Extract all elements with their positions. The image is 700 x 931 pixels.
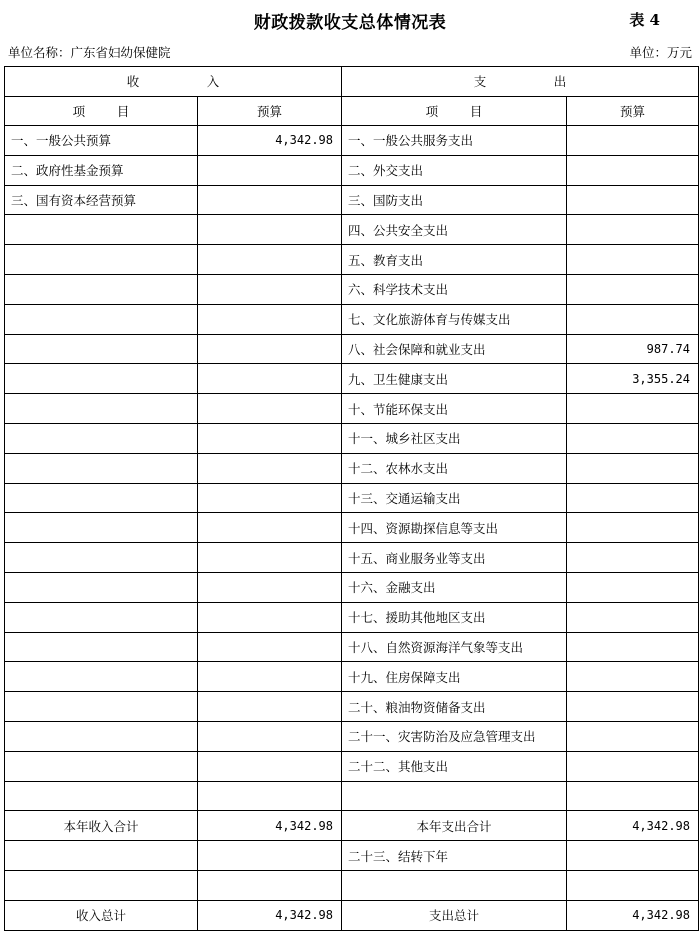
expense-item-cell: 五、教育支出	[342, 245, 567, 275]
section-header-row	[5, 67, 699, 97]
year-total-row	[5, 811, 699, 841]
expense-value-cell	[567, 692, 699, 722]
table-row	[5, 215, 699, 245]
income-value-cell	[198, 692, 342, 722]
income-item-cell	[5, 513, 198, 543]
table-row	[5, 423, 699, 453]
income-item-cell: 二、政府性基金预算	[5, 155, 198, 185]
income-value-cell	[198, 334, 342, 364]
income-value-cell	[198, 572, 342, 602]
income-item-cell	[5, 870, 198, 900]
expense-value-cell	[567, 185, 699, 215]
expense-value-cell	[567, 483, 699, 513]
table-row	[5, 721, 699, 751]
income-item-cell: 收入总计	[5, 900, 198, 930]
expense-value-cell	[567, 453, 699, 483]
income-value-cell	[198, 870, 342, 900]
expense-value-cell	[567, 274, 699, 304]
expense-value-cell	[567, 394, 699, 424]
expense-value-cell	[567, 245, 699, 275]
grand-total-row	[5, 900, 699, 930]
income-value-cell	[198, 513, 342, 543]
income-value-cell	[198, 453, 342, 483]
income-value-cell	[198, 304, 342, 334]
income-value-cell: 4,342.98	[198, 126, 342, 156]
expense-value-cell	[567, 126, 699, 156]
expense-value-cell	[567, 870, 699, 900]
table-row	[5, 394, 699, 424]
unit-label: 单位：万元	[629, 45, 692, 60]
income-value-cell	[198, 632, 342, 662]
expense-item-cell: 二十三、结转下年	[342, 841, 567, 871]
expense-item-cell: 八、社会保障和就业支出	[342, 334, 567, 364]
income-item-cell	[5, 632, 198, 662]
income-item-cell: 一、一般公共预算	[5, 126, 198, 156]
income-value-cell	[198, 274, 342, 304]
table-row	[5, 513, 699, 543]
expense-item-cell: 十五、商业服务业等支出	[342, 543, 567, 573]
expense-item-cell: 十六、金融支出	[342, 572, 567, 602]
income-value-cell: 4,342.98	[198, 900, 342, 930]
income-item-cell	[5, 334, 198, 364]
income-value-cell	[198, 751, 342, 781]
expense-value-cell	[567, 602, 699, 632]
expense-value-cell	[567, 423, 699, 453]
column-header-row	[5, 96, 699, 126]
page-title: 财政拨款收支总体情况表	[253, 13, 447, 33]
expense-item-cell	[342, 781, 567, 811]
expense-value-cell: 987.74	[567, 334, 699, 364]
expense-value-cell	[567, 513, 699, 543]
income-value-cell	[198, 662, 342, 692]
expense-value-cell: 3,355.24	[567, 364, 699, 394]
expense-item-cell: 十七、援助其他地区支出	[342, 602, 567, 632]
expense-item-header: 项 目	[342, 96, 567, 126]
expense-item-cell: 二、外交支出	[342, 155, 567, 185]
expense-item-cell: 十一、城乡社区支出	[342, 423, 567, 453]
expense-item-cell: 二十二、其他支出	[342, 751, 567, 781]
income-item-cell	[5, 543, 198, 573]
income-item-cell	[5, 274, 198, 304]
income-header: 收 入	[5, 67, 342, 97]
expense-item-cell: 九、卫生健康支出	[342, 364, 567, 394]
income-value-cell	[198, 215, 342, 245]
table-row	[5, 245, 699, 275]
expense-value-cell	[567, 304, 699, 334]
table-row	[5, 364, 699, 394]
expense-item-cell: 十二、农林水支出	[342, 453, 567, 483]
income-item-cell	[5, 483, 198, 513]
expense-item-cell: 六、科学技术支出	[342, 274, 567, 304]
income-value-cell	[198, 185, 342, 215]
income-item-header: 项 目	[5, 96, 198, 126]
expense-item-cell: 二十、粮油物资储备支出	[342, 692, 567, 722]
table-row	[5, 304, 699, 334]
expense-item-cell: 十九、住房保障支出	[342, 662, 567, 692]
table-row	[5, 841, 699, 871]
income-value-cell	[198, 483, 342, 513]
expense-item-cell: 支出总计	[342, 900, 567, 930]
expense-item-cell: 十四、资源勘探信息等支出	[342, 513, 567, 543]
table-row	[5, 572, 699, 602]
unit-name: 单位名称：广东省妇幼保健院	[8, 45, 171, 60]
income-value-cell	[198, 602, 342, 632]
income-value-cell	[198, 543, 342, 573]
income-item-cell	[5, 841, 198, 871]
income-item-cell	[5, 245, 198, 275]
expense-value-cell	[567, 721, 699, 751]
table-row	[5, 781, 699, 811]
table-row	[5, 870, 699, 900]
table-row	[5, 334, 699, 364]
income-item-cell	[5, 692, 198, 722]
expense-value-cell	[567, 155, 699, 185]
expense-value-cell	[567, 781, 699, 811]
table-row	[5, 155, 699, 185]
income-item-cell: 三、国有资本经营预算	[5, 185, 198, 215]
expense-value-cell: 4,342.98	[567, 811, 699, 841]
income-item-cell: 本年收入合计	[5, 811, 198, 841]
expense-item-cell: 本年支出合计	[342, 811, 567, 841]
income-value-cell	[198, 721, 342, 751]
income-item-cell	[5, 662, 198, 692]
table-row	[5, 692, 699, 722]
expense-item-cell: 十三、交通运输支出	[342, 483, 567, 513]
expense-value-cell	[567, 662, 699, 692]
income-item-cell	[5, 721, 198, 751]
income-value-cell	[198, 364, 342, 394]
income-value-cell	[198, 245, 342, 275]
expense-value-cell: 4,342.98	[567, 900, 699, 930]
table-row	[5, 602, 699, 632]
income-item-cell	[5, 781, 198, 811]
table-row	[5, 274, 699, 304]
expense-item-cell: 二十一、灾害防治及应急管理支出	[342, 721, 567, 751]
income-value-cell	[198, 781, 342, 811]
table-row	[5, 543, 699, 573]
income-item-cell	[5, 453, 198, 483]
expense-item-cell: 一、一般公共服务支出	[342, 126, 567, 156]
income-item-cell	[5, 364, 198, 394]
income-item-cell	[5, 394, 198, 424]
table-row	[5, 126, 699, 156]
table-row	[5, 662, 699, 692]
expense-item-cell	[342, 870, 567, 900]
table-row	[5, 453, 699, 483]
income-item-cell	[5, 423, 198, 453]
table-row	[5, 185, 699, 215]
expense-item-cell: 十八、自然资源海洋气象等支出	[342, 632, 567, 662]
expense-value-cell	[567, 841, 699, 871]
income-item-cell	[5, 215, 198, 245]
expense-item-cell: 三、国防支出	[342, 185, 567, 215]
income-budget-header: 预算	[198, 96, 342, 126]
table-number: 表 4	[629, 11, 660, 29]
expense-item-cell: 十、节能环保支出	[342, 394, 567, 424]
expense-item-cell: 七、文化旅游体育与传媒支出	[342, 304, 567, 334]
table-row	[5, 632, 699, 662]
income-item-cell	[5, 751, 198, 781]
expense-header: 支 出	[342, 67, 699, 97]
table-row	[5, 751, 699, 781]
income-value-cell	[198, 155, 342, 185]
expense-item-cell: 四、公共安全支出	[342, 215, 567, 245]
expense-value-cell	[567, 751, 699, 781]
expense-value-cell	[567, 632, 699, 662]
income-item-cell	[5, 572, 198, 602]
income-value-cell	[198, 841, 342, 871]
income-item-cell	[5, 304, 198, 334]
expense-budget-header: 预算	[567, 96, 699, 126]
income-value-cell	[198, 423, 342, 453]
income-value-cell	[198, 394, 342, 424]
budget-table	[4, 66, 699, 931]
expense-value-cell	[567, 543, 699, 573]
expense-value-cell	[567, 572, 699, 602]
table-row	[5, 483, 699, 513]
expense-value-cell	[567, 215, 699, 245]
income-item-cell	[5, 602, 198, 632]
income-value-cell: 4,342.98	[198, 811, 342, 841]
